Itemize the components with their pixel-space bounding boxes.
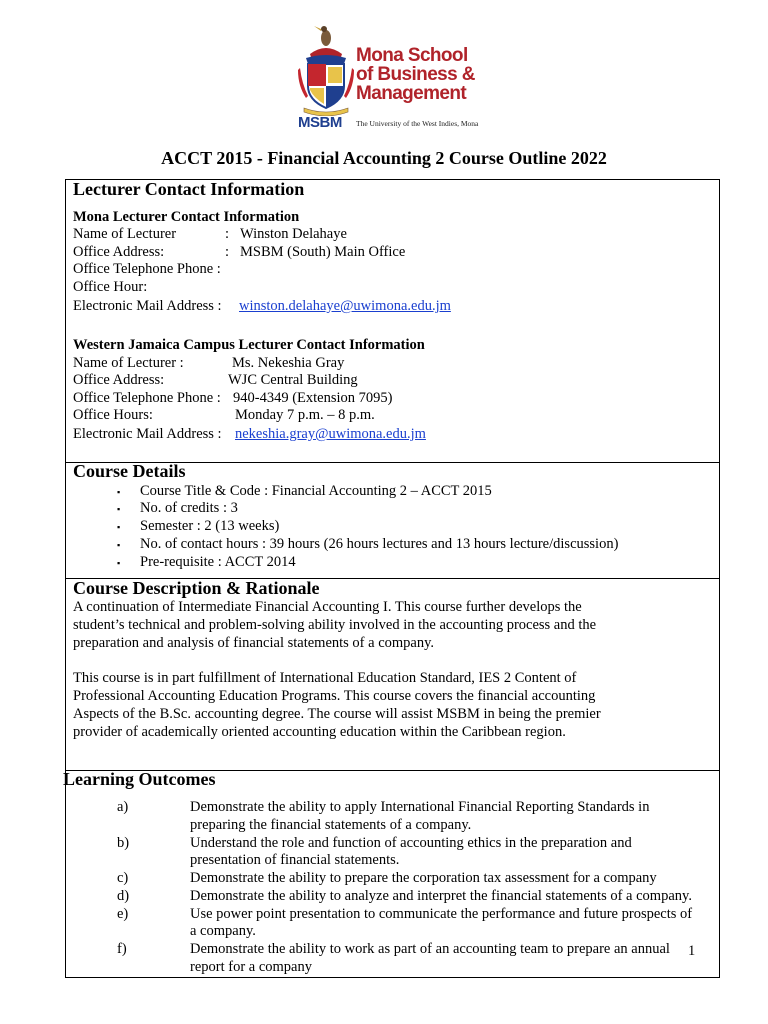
logo-line-2: of Business & [356,64,475,85]
description-heading: Course Description & Rationale [73,578,320,598]
rationale-line: Aspects of the B.Sc. accounting degree. The course will assist MSBM in being the premier [73,706,601,722]
western-label-phone: Office Telephone Phone : [73,390,221,406]
mona-label-phone: Office Telephone Phone : [73,261,221,277]
outcome-line: a company. [190,923,256,939]
western-contact-heading: Western Jamaica Campus Lecturer Contact Information [73,337,425,353]
msbm-logo [296,24,479,134]
mona-lecturer-name: Winston Delahaye [240,226,347,242]
bullet-icon: ▪ [117,540,121,550]
western-label-address: Office Address: [73,372,165,388]
mona-sep-name: : [225,226,230,242]
bullet-icon: ▪ [117,522,121,532]
mona-sep-address: : [225,244,230,260]
document-title: ACCT 2015 - Financial Accounting 2 Course Outline 2022 [161,148,607,168]
rationale-line: Professional Accounting Education Programs. This course covers the financial accounting [73,688,596,704]
course-detail-item: No. of contact hours : 39 hours (26 hours lectures and 13 hours lecture/discussion) [140,536,619,552]
logo-line-1: Mona School [356,45,468,66]
logo-university: The University of the West Indies, Mona [356,119,479,128]
mona-label-hours: Office Hour: [73,279,148,295]
crest-icon [296,24,356,116]
course-detail-item: No. of credits : 3 [140,500,238,516]
bullet-icon: ▪ [117,487,121,497]
page-number: 1 [688,943,696,959]
western-office-phone: 940-4349 (Extension 7095) [233,390,393,406]
mona-email-link[interactable]: winston.delahaye@uwimona.edu.jm [239,298,451,314]
western-office-address: WJC Central Building [228,372,358,388]
logo-abbreviation: MSBM [298,114,342,131]
mona-label-address: Office Address: [73,244,165,260]
outcome-marker: a) [117,799,129,815]
mona-label-name: Name of Lecturer [73,226,177,242]
bullet-icon: ▪ [117,558,121,568]
outcome-marker: b) [117,835,130,851]
bullet-icon: ▪ [117,504,121,514]
outcome-marker: d) [117,888,130,904]
mona-label-email: Electronic Mail Address : [73,298,222,314]
western-lecturer-name: Ms. Nekeshia Gray [232,355,345,371]
description-line: preparation and analysis of financial statements of a company. [73,635,435,651]
western-label-name: Name of Lecturer : [73,355,184,371]
outcome-line: report for a company [190,959,312,975]
outcomes-heading: Learning Outcomes [63,769,216,789]
western-office-hours: Monday 7 p.m. – 8 p.m. [235,407,375,423]
course-detail-item: Semester : 2 (13 weeks) [140,518,280,534]
course-details-heading: Course Details [73,461,186,481]
course-detail-item: Course Title & Code : Financial Accounting 2 – ACCT 2015 [140,483,492,499]
rationale-line: This course is in part fulfillment of International Education Standard, IES 2 Content of [73,670,577,686]
contact-heading: Lecturer Contact Information [73,179,305,199]
western-label-hours: Office Hours: [73,407,153,423]
outcome-line: Demonstrate the ability to analyze and interpret the financial statements of a company. [190,888,692,904]
course-detail-item: Pre-requisite : ACCT 2014 [140,554,296,570]
outcome-line: Use power point presentation to communicate the performance and future prospects of [190,906,693,922]
outcome-marker: e) [117,906,129,922]
mona-contact-heading: Mona Lecturer Contact Information [73,209,300,225]
outcome-line: Demonstrate the ability to prepare the corporation tax assessment for a company [190,870,657,886]
western-email-link[interactable]: nekeshia.gray@uwimona.edu.jm [235,426,426,442]
outcome-marker: f) [117,941,127,957]
western-label-email: Electronic Mail Address : [73,426,222,442]
outcome-line: presentation of financial statements. [190,852,400,868]
mona-office-address: MSBM (South) Main Office [240,244,406,260]
outcome-marker: c) [117,870,129,886]
description-line: A continuation of Intermediate Financial Accounting I. This course further develops the [73,599,582,615]
outcome-line: Understand the role and function of accounting ethics in the preparation and [190,835,632,851]
logo-wordmark [356,46,476,103]
outcome-line: Demonstrate the ability to apply International Financial Reporting Standards in [190,799,650,815]
logo-line-3: Management [356,83,467,104]
outcome-line: Demonstrate the ability to work as part of an accounting team to prepare an annual [190,941,670,957]
rationale-line: provider of academically oriented accounting education within the Caribbean region. [73,724,566,740]
outcome-line: preparing the financial statements of a company. [190,817,472,833]
description-line: student’s technical and problem-solving ability involved in the accounting process and the [73,617,597,633]
